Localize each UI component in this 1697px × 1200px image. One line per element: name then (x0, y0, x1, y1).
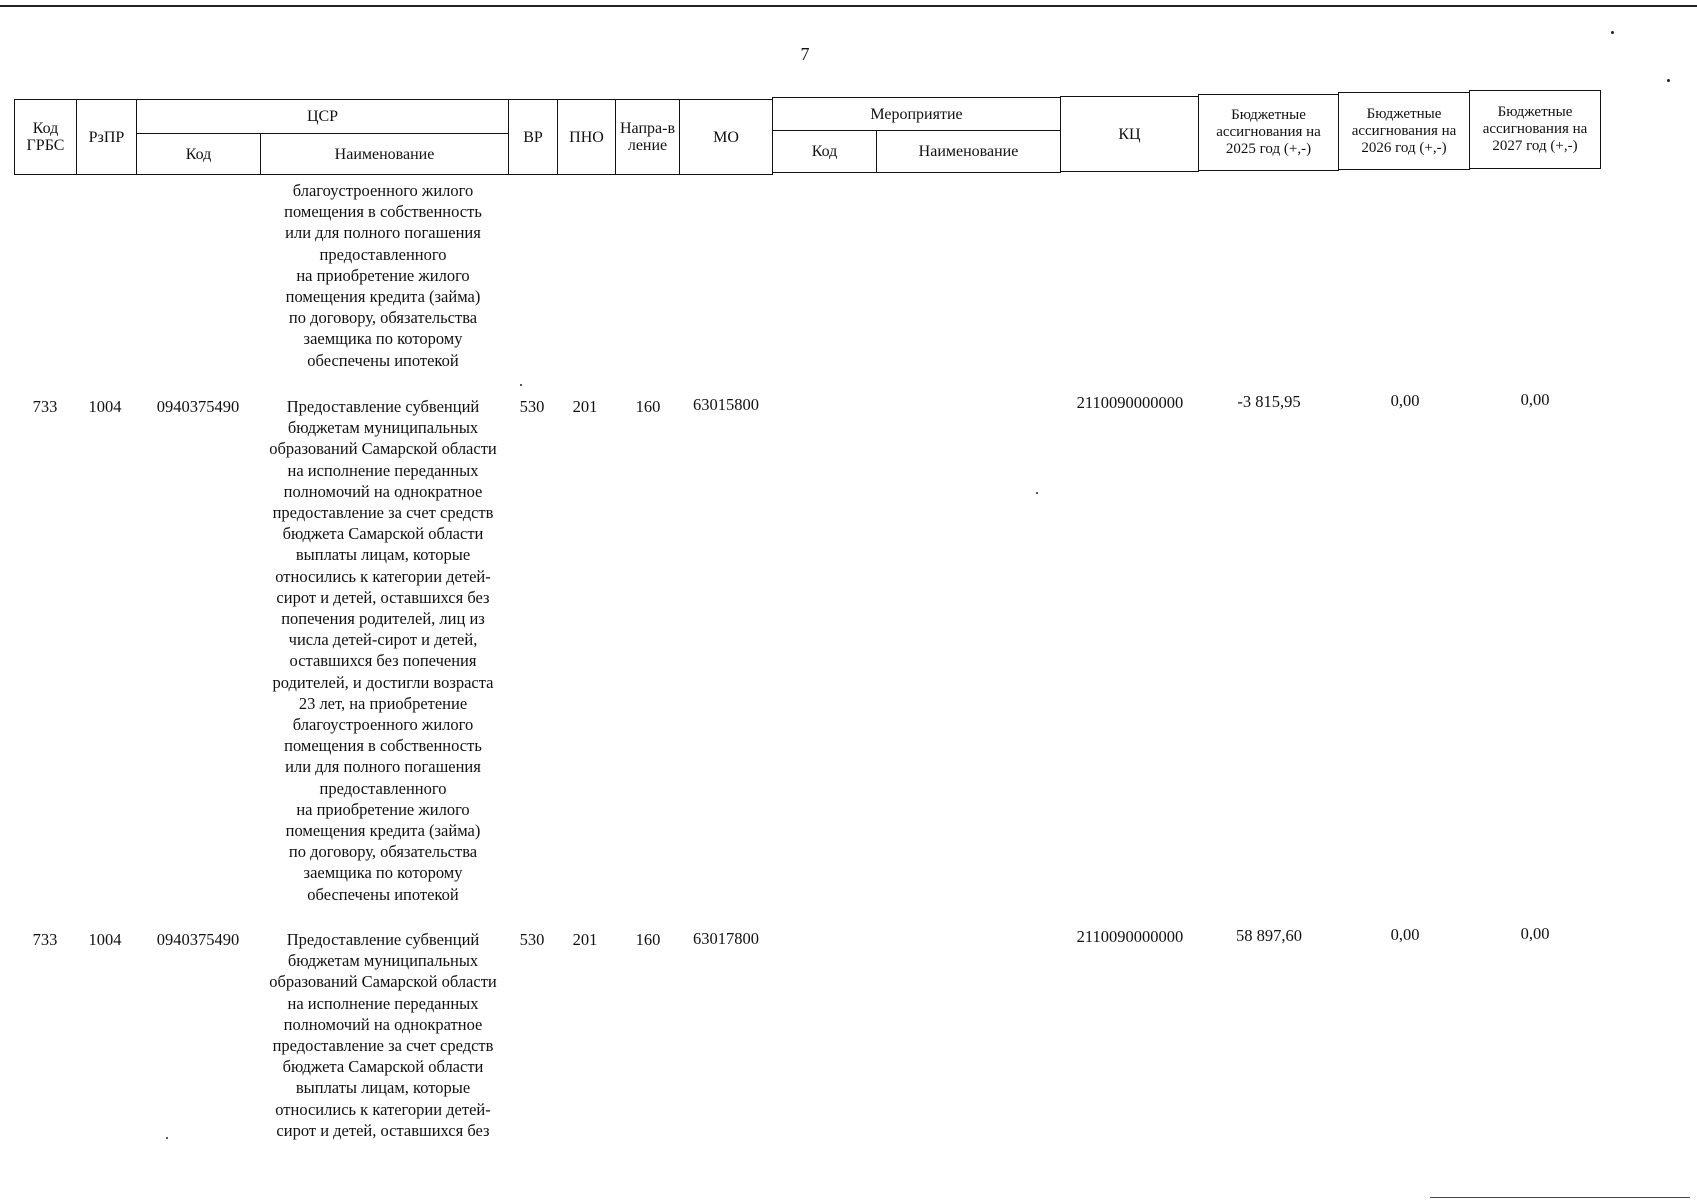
header-budget-2025: Бюджетные ассигнования на 2025 год (+,-) (1198, 94, 1339, 171)
row-1-vr: 530 (519, 397, 545, 416)
bottom-rule (1430, 1197, 1690, 1198)
row-1-name: Предоставление субвенций бюджетам муниципальных образований Самарской области на исполнение переданных полномочий на однократное предоставление за счет средств бюджета Самарской области выплаты лицам, которые относились к категории детей- сирот и детей, оставшихся без попечения родителей, лиц из числа детей-сирот и детей, оставшихся без попечения родителей, и достигли возраста 23 лет, на приобретение благоустроенного жилого помещения в собственность или для полного погашения предоставленного на приобретение жилого помещения кредита (займа) по договору, обязательства заемщика по которому обеспечены ипотекой (269, 397, 497, 904)
header-budget-2026: Бюджетные ассигнования на 2026 год (+,-) (1338, 92, 1470, 170)
scan-speck (166, 1137, 168, 1139)
row-2-csr-code: 0940375490 (156, 930, 240, 949)
row-1-napr: 160 (635, 397, 661, 416)
header-mer-name: Наименование (876, 130, 1061, 173)
header-csr: ЦСР (136, 99, 509, 134)
header-rzpr: РзПР (76, 99, 137, 175)
row-1-budget-2025: -3 815,95 (1237, 392, 1301, 411)
continued-name-text: благоустроенного жилого помещения в собственность или для полного погашения предоставленного на приобретение жилого помещения кредита (займа) по договору, обязательства заемщика по которому обеспечены ипотекой (284, 181, 482, 370)
header-vr: ВР (508, 99, 558, 175)
row-1-csr-code: 0940375490 (156, 397, 240, 416)
row-1-grbs: 733 (32, 397, 58, 416)
page-number: 7 (800, 44, 810, 64)
row-2-budget-2027: 0,00 (1520, 924, 1550, 943)
row-2-mo: 63017800 (693, 929, 759, 948)
header-kod-grbs: Код ГРБС (14, 99, 77, 175)
row-2-kc: 2110090000000 (1076, 927, 1184, 946)
row-1-budget-2027: 0,00 (1520, 390, 1550, 409)
header-csr-name: Наименование (260, 133, 509, 175)
header-mo: МО (679, 99, 773, 175)
row-2-rzpr: 1004 (88, 930, 122, 949)
row-2-vr: 530 (519, 930, 545, 949)
row-1-budget-2026: 0,00 (1390, 391, 1420, 410)
row-1-kc: 2110090000000 (1076, 393, 1184, 412)
row-2-grbs: 733 (32, 930, 58, 949)
scan-speck (1667, 79, 1670, 82)
header-napravlenie: Напра-вление (615, 99, 680, 175)
header-pno: ПНО (557, 99, 616, 175)
header-meropriyatie: Мероприятие (772, 97, 1061, 131)
row-2-napr: 160 (635, 930, 661, 949)
row-1-pno: 201 (572, 397, 598, 416)
row-2-name: Предоставление субвенций бюджетам муниципальных образований Самарской области на исполнение переданных полномочий на однократное предоставление за счет средств бюджета Самарской области выплаты лицам, которые относились к категории детей- сирот и детей, оставшихся без (269, 930, 497, 1140)
header-csr-kod: Код (136, 133, 261, 175)
scan-speck (520, 384, 522, 386)
row-2-pno: 201 (572, 930, 598, 949)
row-1-mo: 63015800 (693, 395, 759, 414)
row-2-budget-2025: 58 897,60 (1236, 926, 1302, 945)
row-2-budget-2026: 0,00 (1390, 925, 1420, 944)
header-mer-kod: Код (772, 130, 877, 173)
top-rule (0, 5, 1697, 7)
header-budget-2027: Бюджетные ассигнования на 2027 год (+,-) (1469, 90, 1601, 169)
scan-speck (1036, 492, 1038, 494)
header-kc: КЦ (1060, 96, 1199, 172)
row-1-rzpr: 1004 (88, 397, 122, 416)
scan-speck (1611, 31, 1614, 34)
